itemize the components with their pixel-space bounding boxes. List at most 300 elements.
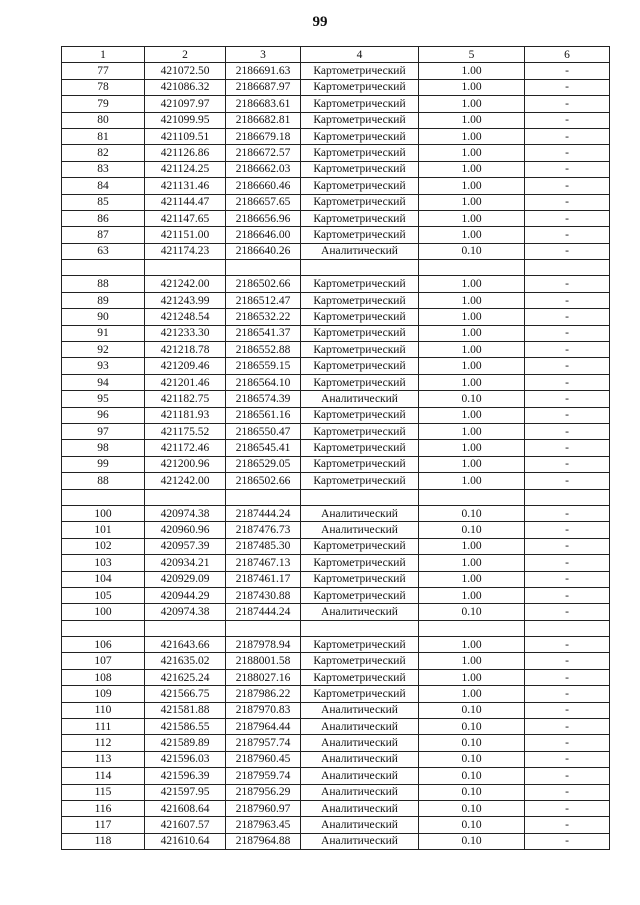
- table-row: [62, 128, 610, 144]
- table-cell: 107: [62, 653, 145, 669]
- table-cell: -: [525, 456, 610, 472]
- table-cell: 2186657.65: [226, 194, 301, 210]
- table-cell: Картометрический: [301, 112, 419, 128]
- table-cell: -: [525, 735, 610, 751]
- table-cell: 2187467.13: [226, 555, 301, 571]
- table-cell: [226, 620, 301, 636]
- table-cell: 85: [62, 194, 145, 210]
- table-cell: 115: [62, 784, 145, 800]
- table-cell: 421625.24: [145, 669, 226, 685]
- table-row: [62, 112, 610, 128]
- table-cell: 77: [62, 63, 145, 79]
- table-cell: 100: [62, 505, 145, 521]
- table-cell: 101: [62, 522, 145, 538]
- table-cell: 1.00: [419, 325, 525, 341]
- table-cell: 1.00: [419, 63, 525, 79]
- table-cell: Картометрический: [301, 358, 419, 374]
- table-cell: 1.00: [419, 145, 525, 161]
- table-cell: 2186552.88: [226, 342, 301, 358]
- table-cell: -: [525, 358, 610, 374]
- table-cell: 93: [62, 358, 145, 374]
- table-cell: 2187986.22: [226, 686, 301, 702]
- table-row: [62, 653, 610, 669]
- table-cell: 421643.66: [145, 637, 226, 653]
- table-cell: 421097.97: [145, 96, 226, 112]
- table-cell: -: [525, 833, 610, 849]
- table-cell: 112: [62, 735, 145, 751]
- table-cell: 1.00: [419, 587, 525, 603]
- table-cell: [62, 489, 145, 505]
- table-cell: 421124.25: [145, 161, 226, 177]
- table-cell: Аналитический: [301, 522, 419, 538]
- table-cell: 1.00: [419, 309, 525, 325]
- column-header: 3: [226, 47, 301, 63]
- table-spacer-row: [62, 620, 610, 636]
- table-cell: 0.10: [419, 800, 525, 816]
- table-cell: 421175.52: [145, 423, 226, 439]
- table-cell: 421596.39: [145, 768, 226, 784]
- table-cell: -: [525, 423, 610, 439]
- table-cell: Картометрический: [301, 669, 419, 685]
- table-row: [62, 555, 610, 571]
- table-cell: 2187444.24: [226, 505, 301, 521]
- table-row: [62, 178, 610, 194]
- table-cell: 2188027.16: [226, 669, 301, 685]
- table-cell: 2186502.66: [226, 473, 301, 489]
- table-cell: 421144.47: [145, 194, 226, 210]
- table-cell: 1.00: [419, 292, 525, 308]
- table-row: [62, 768, 610, 784]
- table-row: [62, 800, 610, 816]
- table-cell: 86: [62, 210, 145, 226]
- table-cell: -: [525, 702, 610, 718]
- table-cell: 2187485.30: [226, 538, 301, 554]
- page-number: 99: [312, 14, 328, 30]
- table-cell: 420929.09: [145, 571, 226, 587]
- column-header: 4: [301, 47, 419, 63]
- table-cell: 1.00: [419, 407, 525, 423]
- table-cell: 2186660.46: [226, 178, 301, 194]
- table-cell: Картометрический: [301, 227, 419, 243]
- table-cell: Картометрический: [301, 456, 419, 472]
- table-row: [62, 243, 610, 259]
- table-cell: 421099.95: [145, 112, 226, 128]
- table-cell: 0.10: [419, 735, 525, 751]
- table-cell: Картометрический: [301, 276, 419, 292]
- table-cell: Аналитический: [301, 784, 419, 800]
- table-cell: Картометрический: [301, 309, 419, 325]
- table-row: [62, 423, 610, 439]
- table-cell: 0.10: [419, 833, 525, 849]
- table-cell: Картометрический: [301, 128, 419, 144]
- table-cell: -: [525, 342, 610, 358]
- table-cell: 0.10: [419, 784, 525, 800]
- table-cell: 2186512.47: [226, 292, 301, 308]
- table-spacer-row: [62, 260, 610, 276]
- table-cell: 421209.46: [145, 358, 226, 374]
- table-cell: [62, 620, 145, 636]
- table-cell: 421589.89: [145, 735, 226, 751]
- table-cell: [226, 260, 301, 276]
- table-cell: Картометрический: [301, 161, 419, 177]
- table-cell: 2186532.22: [226, 309, 301, 325]
- table-cell: 2186502.66: [226, 276, 301, 292]
- table-cell: Аналитический: [301, 817, 419, 833]
- table-cell: 0.10: [419, 719, 525, 735]
- table-cell: Картометрический: [301, 194, 419, 210]
- table-cell: Картометрический: [301, 587, 419, 603]
- table-cell: 1.00: [419, 555, 525, 571]
- table-row: [62, 292, 610, 308]
- table-cell: Аналитический: [301, 604, 419, 620]
- table-row: [62, 391, 610, 407]
- table-cell: Аналитический: [301, 719, 419, 735]
- table-cell: 1.00: [419, 194, 525, 210]
- table-cell: 421182.75: [145, 391, 226, 407]
- table-cell: 421635.02: [145, 653, 226, 669]
- table-cell: 2187964.88: [226, 833, 301, 849]
- table-cell: Картометрический: [301, 423, 419, 439]
- table-cell: 95: [62, 391, 145, 407]
- table-row: [62, 637, 610, 653]
- table-cell: 421131.46: [145, 178, 226, 194]
- table-row: [62, 63, 610, 79]
- table-cell: 1.00: [419, 473, 525, 489]
- table-cell: -: [525, 63, 610, 79]
- table-cell: 1.00: [419, 96, 525, 112]
- table-cell: 2187476.73: [226, 522, 301, 538]
- table-cell: -: [525, 391, 610, 407]
- table-cell: 421610.64: [145, 833, 226, 849]
- table-cell: -: [525, 210, 610, 226]
- table-row: [62, 538, 610, 554]
- table-cell: 96: [62, 407, 145, 423]
- table-cell: 105: [62, 587, 145, 603]
- table-cell: 2186574.39: [226, 391, 301, 407]
- table-row: [62, 686, 610, 702]
- table-cell: 79: [62, 96, 145, 112]
- table-row: [62, 161, 610, 177]
- table-cell: [62, 260, 145, 276]
- table-cell: 116: [62, 800, 145, 816]
- table-cell: 421109.51: [145, 128, 226, 144]
- table-row: [62, 735, 610, 751]
- table-cell: 421243.99: [145, 292, 226, 308]
- table-cell: 2187957.74: [226, 735, 301, 751]
- table-cell: 2187960.45: [226, 751, 301, 767]
- table-cell: -: [525, 800, 610, 816]
- table-cell: -: [525, 751, 610, 767]
- table-cell: Картометрический: [301, 653, 419, 669]
- table-cell: 1.00: [419, 161, 525, 177]
- table-cell: [525, 489, 610, 505]
- table-cell: 1.00: [419, 79, 525, 95]
- table-row: [62, 505, 610, 521]
- table-cell: -: [525, 243, 610, 259]
- table-row: [62, 784, 610, 800]
- table-cell: 63: [62, 243, 145, 259]
- table-cell: 421218.78: [145, 342, 226, 358]
- table-cell: -: [525, 440, 610, 456]
- table-cell: 2186529.05: [226, 456, 301, 472]
- table-cell: 421086.32: [145, 79, 226, 95]
- table-cell: -: [525, 194, 610, 210]
- table-row: [62, 571, 610, 587]
- table-cell: [525, 620, 610, 636]
- table-cell: 421181.93: [145, 407, 226, 423]
- table-cell: 2187959.74: [226, 768, 301, 784]
- table-cell: Картометрический: [301, 79, 419, 95]
- table-cell: -: [525, 145, 610, 161]
- table-cell: 83: [62, 161, 145, 177]
- table-cell: -: [525, 686, 610, 702]
- table-cell: 108: [62, 669, 145, 685]
- table-cell: 2187461.17: [226, 571, 301, 587]
- table-cell: 421172.46: [145, 440, 226, 456]
- table-cell: Картометрический: [301, 325, 419, 341]
- table-cell: 421126.86: [145, 145, 226, 161]
- table-cell: -: [525, 719, 610, 735]
- table-row: [62, 669, 610, 685]
- table-cell: [419, 620, 525, 636]
- table-row: [62, 817, 610, 833]
- table-cell: 2187960.97: [226, 800, 301, 816]
- table-cell: 109: [62, 686, 145, 702]
- table-cell: [145, 260, 226, 276]
- table-cell: -: [525, 473, 610, 489]
- table-cell: Картометрический: [301, 686, 419, 702]
- table-cell: 420960.96: [145, 522, 226, 538]
- table-cell: -: [525, 571, 610, 587]
- table-cell: 2186646.00: [226, 227, 301, 243]
- table-cell: 1.00: [419, 637, 525, 653]
- table-cell: 87: [62, 227, 145, 243]
- table-row: [62, 719, 610, 735]
- table-row: [62, 456, 610, 472]
- table-cell: Картометрический: [301, 637, 419, 653]
- table-cell: 94: [62, 374, 145, 390]
- table-row: [62, 358, 610, 374]
- table-cell: 421200.96: [145, 456, 226, 472]
- table-cell: 421586.55: [145, 719, 226, 735]
- table-cell: 0.10: [419, 522, 525, 538]
- table-cell: 102: [62, 538, 145, 554]
- table-cell: [419, 489, 525, 505]
- table-cell: 88: [62, 473, 145, 489]
- table-row: [62, 374, 610, 390]
- column-header: 6: [525, 47, 610, 63]
- table-cell: 110: [62, 702, 145, 718]
- table-cell: Картометрический: [301, 210, 419, 226]
- table-cell: -: [525, 325, 610, 341]
- table-row: [62, 79, 610, 95]
- table-cell: 1.00: [419, 210, 525, 226]
- table-cell: Аналитический: [301, 735, 419, 751]
- table-cell: 421242.00: [145, 276, 226, 292]
- table-cell: 2186550.47: [226, 423, 301, 439]
- table-cell: 80: [62, 112, 145, 128]
- table-cell: 2187970.83: [226, 702, 301, 718]
- table-cell: -: [525, 374, 610, 390]
- table-cell: 1.00: [419, 538, 525, 554]
- table-cell: 421608.64: [145, 800, 226, 816]
- table-cell: Картометрический: [301, 571, 419, 587]
- table-cell: 88: [62, 276, 145, 292]
- table-cell: Картометрический: [301, 96, 419, 112]
- table-cell: 421174.23: [145, 243, 226, 259]
- table-row: [62, 522, 610, 538]
- table-cell: Картометрический: [301, 538, 419, 554]
- table-cell: 2186559.15: [226, 358, 301, 374]
- table-cell: 0.10: [419, 702, 525, 718]
- table-cell: 420944.29: [145, 587, 226, 603]
- table-cell: -: [525, 505, 610, 521]
- table-cell: 106: [62, 637, 145, 653]
- table-row: [62, 587, 610, 603]
- table-cell: -: [525, 276, 610, 292]
- table-cell: Аналитический: [301, 751, 419, 767]
- table-cell: 0.10: [419, 391, 525, 407]
- table-cell: -: [525, 407, 610, 423]
- table-cell: 111: [62, 719, 145, 735]
- table-cell: 2186687.97: [226, 79, 301, 95]
- table-cell: 2186662.03: [226, 161, 301, 177]
- table-cell: -: [525, 555, 610, 571]
- table-cell: 1.00: [419, 423, 525, 439]
- table-cell: 420934.21: [145, 555, 226, 571]
- table-cell: Картометрический: [301, 407, 419, 423]
- table-cell: 81: [62, 128, 145, 144]
- table-cell: 1.00: [419, 456, 525, 472]
- column-header: 2: [145, 47, 226, 63]
- table-cell: Картометрический: [301, 374, 419, 390]
- table-cell: 2186691.63: [226, 63, 301, 79]
- table-cell: 84: [62, 178, 145, 194]
- table-cell: 2187430.88: [226, 587, 301, 603]
- table-cell: 420974.38: [145, 604, 226, 620]
- table-cell: 1.00: [419, 686, 525, 702]
- table-cell: Аналитический: [301, 702, 419, 718]
- table-cell: 421072.50: [145, 63, 226, 79]
- table-cell: [145, 489, 226, 505]
- table-cell: 98: [62, 440, 145, 456]
- table-body: [62, 63, 610, 850]
- table-cell: -: [525, 784, 610, 800]
- table-row: [62, 407, 610, 423]
- table-cell: 1.00: [419, 358, 525, 374]
- table-cell: 114: [62, 768, 145, 784]
- table-cell: 2186640.26: [226, 243, 301, 259]
- table-cell: 1.00: [419, 342, 525, 358]
- table-cell: 2187444.24: [226, 604, 301, 620]
- table-row: [62, 325, 610, 341]
- table-cell: [301, 260, 419, 276]
- table-cell: 2188001.58: [226, 653, 301, 669]
- table-cell: 103: [62, 555, 145, 571]
- table-cell: -: [525, 79, 610, 95]
- table-cell: 421201.46: [145, 374, 226, 390]
- table-cell: 421581.88: [145, 702, 226, 718]
- table-cell: 118: [62, 833, 145, 849]
- table-cell: 1.00: [419, 440, 525, 456]
- table-cell: 2186682.81: [226, 112, 301, 128]
- table-cell: 2186679.18: [226, 128, 301, 144]
- table-row: [62, 751, 610, 767]
- table-cell: -: [525, 178, 610, 194]
- table-cell: 2187978.94: [226, 637, 301, 653]
- table-row: [62, 473, 610, 489]
- table-cell: 421566.75: [145, 686, 226, 702]
- table-cell: 421147.65: [145, 210, 226, 226]
- table-cell: -: [525, 309, 610, 325]
- table-cell: Аналитический: [301, 505, 419, 521]
- table-cell: 91: [62, 325, 145, 341]
- table-cell: 421151.00: [145, 227, 226, 243]
- table-cell: -: [525, 128, 610, 144]
- table-cell: -: [525, 227, 610, 243]
- table-cell: Картометрический: [301, 555, 419, 571]
- table-row: [62, 604, 610, 620]
- table-cell: -: [525, 669, 610, 685]
- table-cell: 92: [62, 342, 145, 358]
- table-cell: 2186561.16: [226, 407, 301, 423]
- table-row: [62, 276, 610, 292]
- table-cell: 2187963.45: [226, 817, 301, 833]
- table-cell: [301, 489, 419, 505]
- table-cell: 89: [62, 292, 145, 308]
- table-row: [62, 342, 610, 358]
- table-cell: 2187964.44: [226, 719, 301, 735]
- table-cell: 421248.54: [145, 309, 226, 325]
- table-cell: 420974.38: [145, 505, 226, 521]
- table-cell: 90: [62, 309, 145, 325]
- table-row: [62, 145, 610, 161]
- table-cell: 99: [62, 456, 145, 472]
- table-cell: 421607.57: [145, 817, 226, 833]
- table-cell: Аналитический: [301, 768, 419, 784]
- table-cell: 100: [62, 604, 145, 620]
- table-cell: 1.00: [419, 112, 525, 128]
- table-row: [62, 210, 610, 226]
- table-cell: 82: [62, 145, 145, 161]
- table-cell: 2186656.96: [226, 210, 301, 226]
- table-cell: 1.00: [419, 571, 525, 587]
- table-cell: Картометрический: [301, 440, 419, 456]
- table-cell: [226, 489, 301, 505]
- table-cell: [525, 260, 610, 276]
- table-cell: 2186541.37: [226, 325, 301, 341]
- table-cell: -: [525, 604, 610, 620]
- table-cell: -: [525, 96, 610, 112]
- table-cell: -: [525, 522, 610, 538]
- table-cell: 1.00: [419, 128, 525, 144]
- table-row: [62, 440, 610, 456]
- table-row: [62, 702, 610, 718]
- table-cell: Картометрический: [301, 342, 419, 358]
- table-row: [62, 227, 610, 243]
- table-cell: [145, 620, 226, 636]
- table-spacer-row: [62, 489, 610, 505]
- table-cell: -: [525, 292, 610, 308]
- table-header-row: [62, 47, 610, 63]
- table-cell: 97: [62, 423, 145, 439]
- table-cell: 1.00: [419, 374, 525, 390]
- table-row: [62, 194, 610, 210]
- table-cell: 2186683.61: [226, 96, 301, 112]
- table-cell: 2186672.57: [226, 145, 301, 161]
- table-cell: Аналитический: [301, 833, 419, 849]
- table-cell: 0.10: [419, 505, 525, 521]
